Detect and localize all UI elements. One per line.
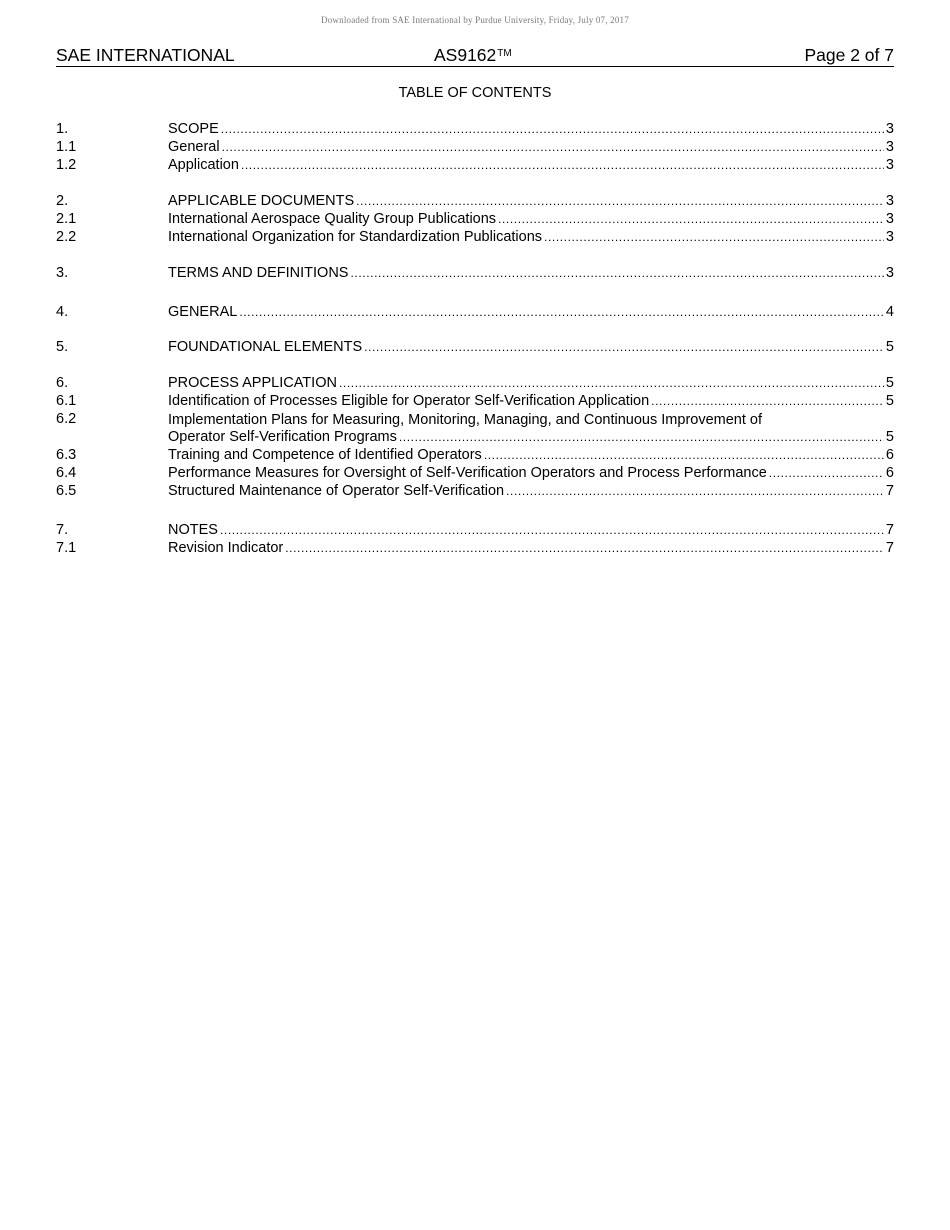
toc-entry-number: 1.1 [56, 139, 77, 155]
toc-entry-7-1[interactable] [56, 540, 894, 558]
toc-entry-page: 3 [885, 265, 894, 281]
toc-entry-number: 6.4 [56, 465, 77, 481]
toc-entry-page: 3 [885, 121, 894, 137]
toc-entry-title: Training and Competence of Identified Operators [168, 447, 482, 463]
dot-leader [350, 265, 883, 281]
toc-entry-6[interactable] [56, 375, 894, 393]
dot-leader [506, 483, 884, 499]
toc-entry-number: 7. [56, 522, 69, 538]
header-document-number [434, 45, 512, 66]
toc-entry-title: International Organization for Standardization Publications [168, 229, 543, 245]
toc-entry-title: International Aerospace Quality Group Publications [168, 211, 497, 227]
toc-entry-number: 7.1 [56, 540, 77, 556]
dot-leader [364, 339, 884, 355]
toc-entry-page: 7 [885, 522, 894, 538]
toc-entry-number: 2. [56, 193, 69, 209]
dot-leader [544, 229, 884, 245]
dot-leader [651, 393, 884, 409]
toc-entry-6-5[interactable] [56, 483, 894, 501]
toc-entry-title: NOTES [168, 522, 218, 538]
toc-entry-3[interactable] [56, 265, 894, 283]
dot-leader [484, 447, 884, 463]
table-of-contents [56, 121, 894, 558]
toc-entry-number: 6.2 [56, 411, 77, 427]
toc-entry-title: General [168, 139, 220, 155]
toc-entry-number: 3. [56, 265, 69, 281]
dot-leader [339, 375, 884, 391]
toc-entry-title: APPLICABLE DOCUMENTS [168, 193, 355, 209]
header-page-label: Page 2 of 7 [804, 45, 894, 65]
dot-leader [222, 139, 884, 155]
toc-entry-number: 6. [56, 375, 69, 391]
toc-entry-2-1[interactable] [56, 211, 894, 229]
toc-entry-page: 3 [885, 193, 894, 209]
dot-leader [356, 193, 884, 209]
toc-entry-number: 4. [56, 304, 69, 320]
toc-entry-page: 3 [885, 139, 894, 155]
toc-entry-1-2[interactable] [56, 157, 894, 175]
toc-entry-page: 3 [885, 211, 894, 227]
toc-entry-number: 6.1 [56, 393, 77, 409]
toc-entry-title: Application [168, 157, 239, 173]
toc-entry-page: 7 [885, 540, 894, 556]
toc-entry-number: 1.2 [56, 157, 77, 173]
toc-entry-page: 3 [885, 157, 894, 173]
dot-leader [498, 211, 884, 227]
toc-entry-title-line1: Implementation Plans for Measuring, Monitoring, Managing, and Continuous Improvement of [168, 412, 763, 428]
dot-leader [769, 465, 884, 481]
toc-entry-page: 5 [885, 375, 894, 391]
dot-leader [239, 304, 884, 320]
toc-entry-number: 2.1 [56, 211, 77, 227]
dot-leader [220, 522, 884, 538]
toc-entry-title: SCOPE [168, 121, 219, 137]
toc-entry-6-3[interactable] [56, 447, 894, 465]
toc-entry-title: Structured Maintenance of Operator Self-Verification [168, 483, 505, 499]
toc-entry-number: 5. [56, 339, 69, 355]
toc-entry-page: 5 [885, 339, 894, 355]
toc-entry-7[interactable] [56, 522, 894, 540]
header-organization: SAE INTERNATIONAL [56, 45, 235, 65]
toc-entry-page: 6 [885, 465, 894, 481]
toc-entry-title: PROCESS APPLICATION [168, 375, 337, 391]
dot-leader [241, 157, 884, 173]
toc-entry-6-1[interactable] [56, 393, 894, 411]
download-watermark: Downloaded from SAE International by Purdue University, Friday, July 07, 2017 [321, 15, 629, 25]
toc-entry-4[interactable] [56, 304, 894, 322]
toc-entry-title: Performance Measures for Oversight of Self-Verification Operators and Process Performance [168, 465, 767, 481]
toc-entry-number: 6.5 [56, 483, 77, 499]
toc-entry-title: Revision Indicator [168, 540, 284, 556]
toc-entry-page: 7 [885, 483, 894, 499]
toc-entry-number: 2.2 [56, 229, 77, 245]
toc-entry-5[interactable] [56, 339, 894, 357]
dot-leader [285, 540, 884, 556]
trademark-mark: TM [497, 48, 512, 59]
document-number: AS9162 [434, 45, 497, 65]
toc-entry-2[interactable] [56, 193, 894, 211]
toc-entry-page: 4 [885, 304, 894, 320]
toc-entry-2-2[interactable] [56, 229, 894, 247]
toc-entry-title: TERMS AND DEFINITIONS [168, 265, 349, 281]
toc-entry-6-2[interactable] [56, 411, 894, 447]
toc-entry-title: GENERAL [168, 304, 238, 320]
toc-entry-page: 6 [885, 447, 894, 463]
toc-entry-page: 5 [885, 429, 894, 445]
toc-entry-number: 1. [56, 121, 69, 137]
toc-entry-6-4[interactable] [56, 465, 894, 483]
page-header [56, 45, 894, 67]
toc-entry-page: 3 [885, 229, 894, 245]
dot-leader [399, 429, 884, 445]
toc-entry-1[interactable] [56, 121, 894, 139]
dot-leader [221, 121, 884, 137]
toc-entry-title: FOUNDATIONAL ELEMENTS [168, 339, 363, 355]
toc-entry-title-line2: Operator Self-Verification Programs [168, 429, 397, 445]
toc-entry-page: 5 [885, 393, 894, 409]
toc-entry-1-1[interactable] [56, 139, 894, 157]
toc-entry-title: Identification of Processes Eligible for Operator Self-Verification Application [168, 393, 650, 409]
toc-title: TABLE OF CONTENTS [398, 85, 552, 101]
toc-entry-number: 6.3 [56, 447, 77, 463]
